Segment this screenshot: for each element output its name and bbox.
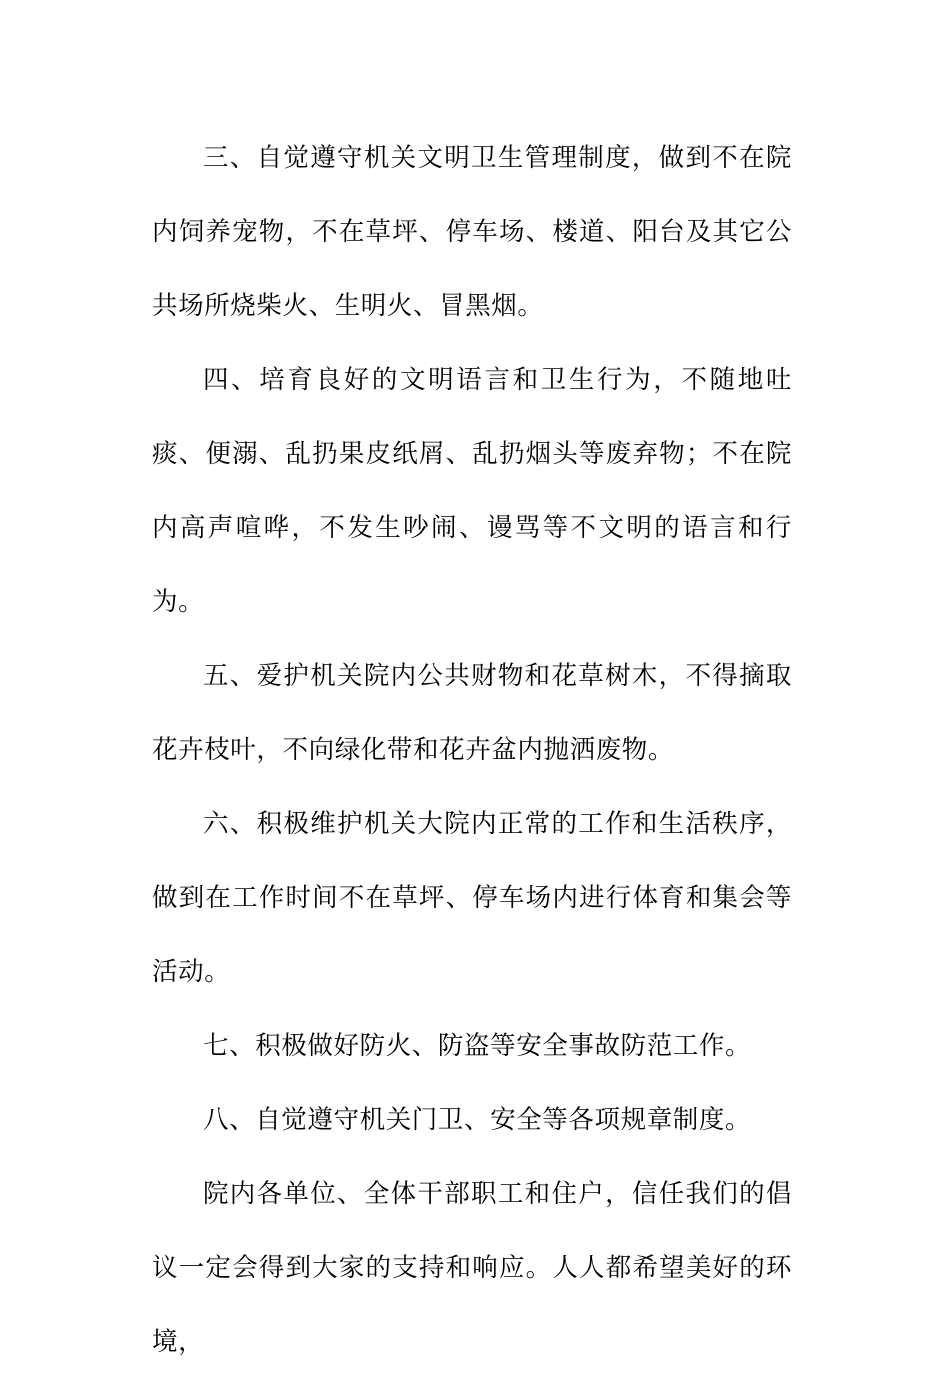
paragraph-closing: 院内各单位、全体干部职工和住户，信任我们的倡议一定会得到大家的支持和响应。人人都希望美好的环境，: [152, 1179, 792, 1357]
document-body: [152, 121, 792, 1379]
paragraph-rule-8: 八、自觉遵守机关门卫、安全等各项规章制度。: [203, 1105, 752, 1135]
paragraph-rule-6: 六、积极维护机关大院内正常的工作和生活秩序，做到在工作时间不在草坪、停车场内进行体育和集会等活动。: [152, 809, 792, 987]
paragraph-rule-4: 四、培育良好的文明语言和卫生行为，不随地吐痰、便溺、乱扔果皮纸屑、乱扔烟头等废弃物；不在院内高声喧哗，不发生吵闹、谩骂等不文明的语言和行为。: [152, 365, 792, 617]
paragraph-rule-3: 三、自觉遵守机关文明卫生管理制度，做到不在院内饲养宠物，不在草坪、停车场、楼道、阳台及其它公共场所烧柴火、生明火、冒黑烟。: [152, 143, 792, 321]
paragraph-rule-5: 五、爱护机关院内公共财物和花草树木，不得摘取花卉枝叶，不向绿化带和花卉盆内抛洒废物。: [152, 661, 792, 765]
paragraph-rule-7: 七、积极做好防火、防盗等安全事故防范工作。: [203, 1031, 752, 1061]
